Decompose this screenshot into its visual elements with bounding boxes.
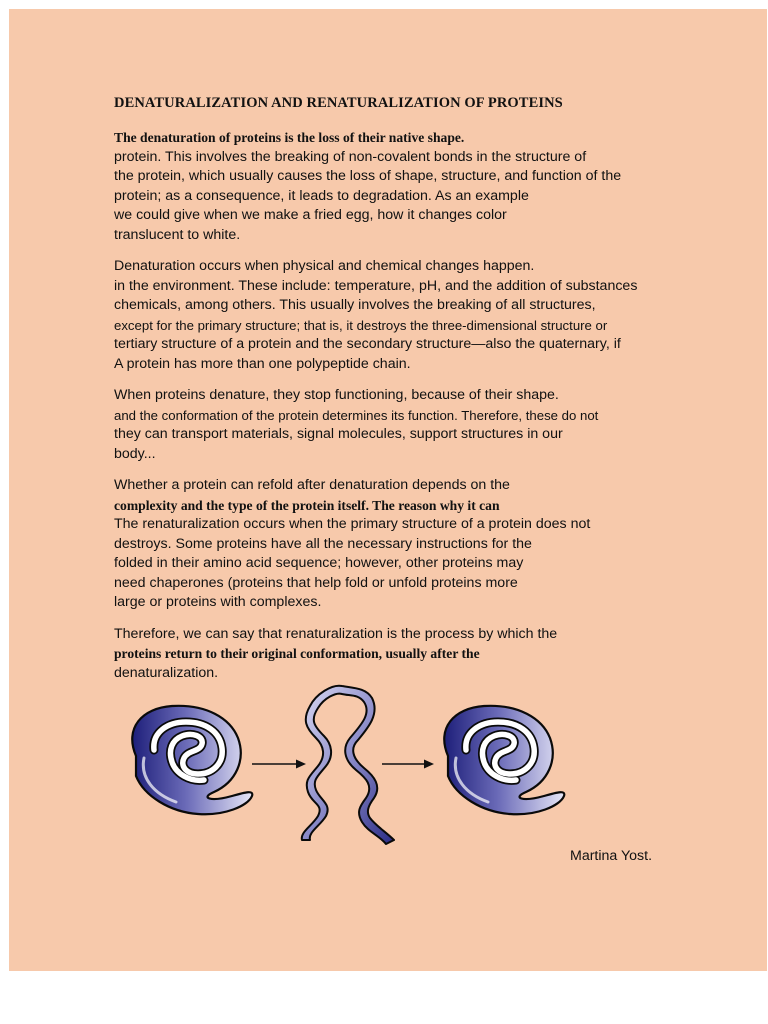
- author-name: Martina Yost.: [570, 848, 653, 864]
- text-line: body...: [114, 445, 156, 462]
- text-line: large or proteins with complexes.: [114, 594, 322, 610]
- text-line: need chaperones (proteins that help fold or unfold proteins more: [114, 574, 518, 591]
- text-line: When proteins denature, they stop functioning, because of their shape.: [114, 387, 559, 403]
- text-line: folded in their amino acid sequence; however, other proteins may: [114, 555, 524, 571]
- text-line: in the environment. These include: temperature, pH, and the addition of substances: [114, 277, 638, 294]
- text-line: they can transport materials, signal molecules, support structures in our: [114, 426, 563, 442]
- paragraph-5: [114, 625, 674, 684]
- text-line: chemicals, among others. This usually involves the breaking of all structures,: [114, 297, 596, 313]
- text-line: destroys. Some proteins have all the necessary instructions for the: [114, 535, 532, 552]
- text-line: Therefore, we can say that renaturalization is the process by which the: [114, 625, 558, 642]
- text-line: Denaturation occurs when physical and chemical changes happen.: [114, 258, 535, 274]
- document-body: [114, 128, 674, 695]
- text-line: protein. This involves the breaking of non-covalent bonds in the structure of: [114, 148, 587, 165]
- text-line: and the conformation of the protein determines its function. Therefore, these do not: [114, 407, 599, 423]
- arrow-icon: [382, 760, 434, 769]
- text-line: A protein has more than one polypeptide chain.: [114, 355, 411, 372]
- text-line: denaturalization.: [114, 664, 219, 681]
- text-line: proteins return to their original conformation, usually after the: [114, 646, 480, 661]
- denatured-protein-panel: [302, 686, 394, 844]
- paragraph-3: [114, 386, 674, 464]
- text-line: the protein, which usually causes the loss of shape, structure, and function of the: [114, 168, 622, 184]
- paragraph-1: [114, 128, 674, 245]
- paragraph-2: [114, 257, 674, 374]
- paragraph-4: [114, 476, 674, 613]
- refolded-protein-panel: [444, 706, 564, 814]
- document-title: DENATURALIZATION AND RENATURALIZATION OF PROTEINS: [114, 95, 563, 111]
- text-line: translucent to white.: [114, 226, 241, 243]
- folded-protein-panel: [132, 706, 252, 814]
- text-line: tertiary structure of a protein and the secondary structure—also the quaternary, if: [114, 336, 621, 352]
- text-line: The denaturation of proteins is the loss of their native shape.: [114, 130, 465, 145]
- text-line: complexity and the type of the protein itself. The reason why it can: [114, 497, 500, 513]
- text-line: we could give when we make a fried egg, how it changes color: [114, 207, 507, 223]
- text-line: except for the primary structure; that is, it destroys the three-dimensional structure or: [114, 317, 608, 333]
- text-line: The renaturalization occurs when the primary structure of a protein does not: [114, 516, 591, 532]
- arrow-icon: [252, 760, 306, 769]
- text-line: protein; as a consequence, it leads to degradation. As an example: [114, 187, 529, 204]
- text-line: Whether a protein can refold after denaturation depends on the: [114, 477, 510, 493]
- protein-folding-figure: [110, 676, 570, 848]
